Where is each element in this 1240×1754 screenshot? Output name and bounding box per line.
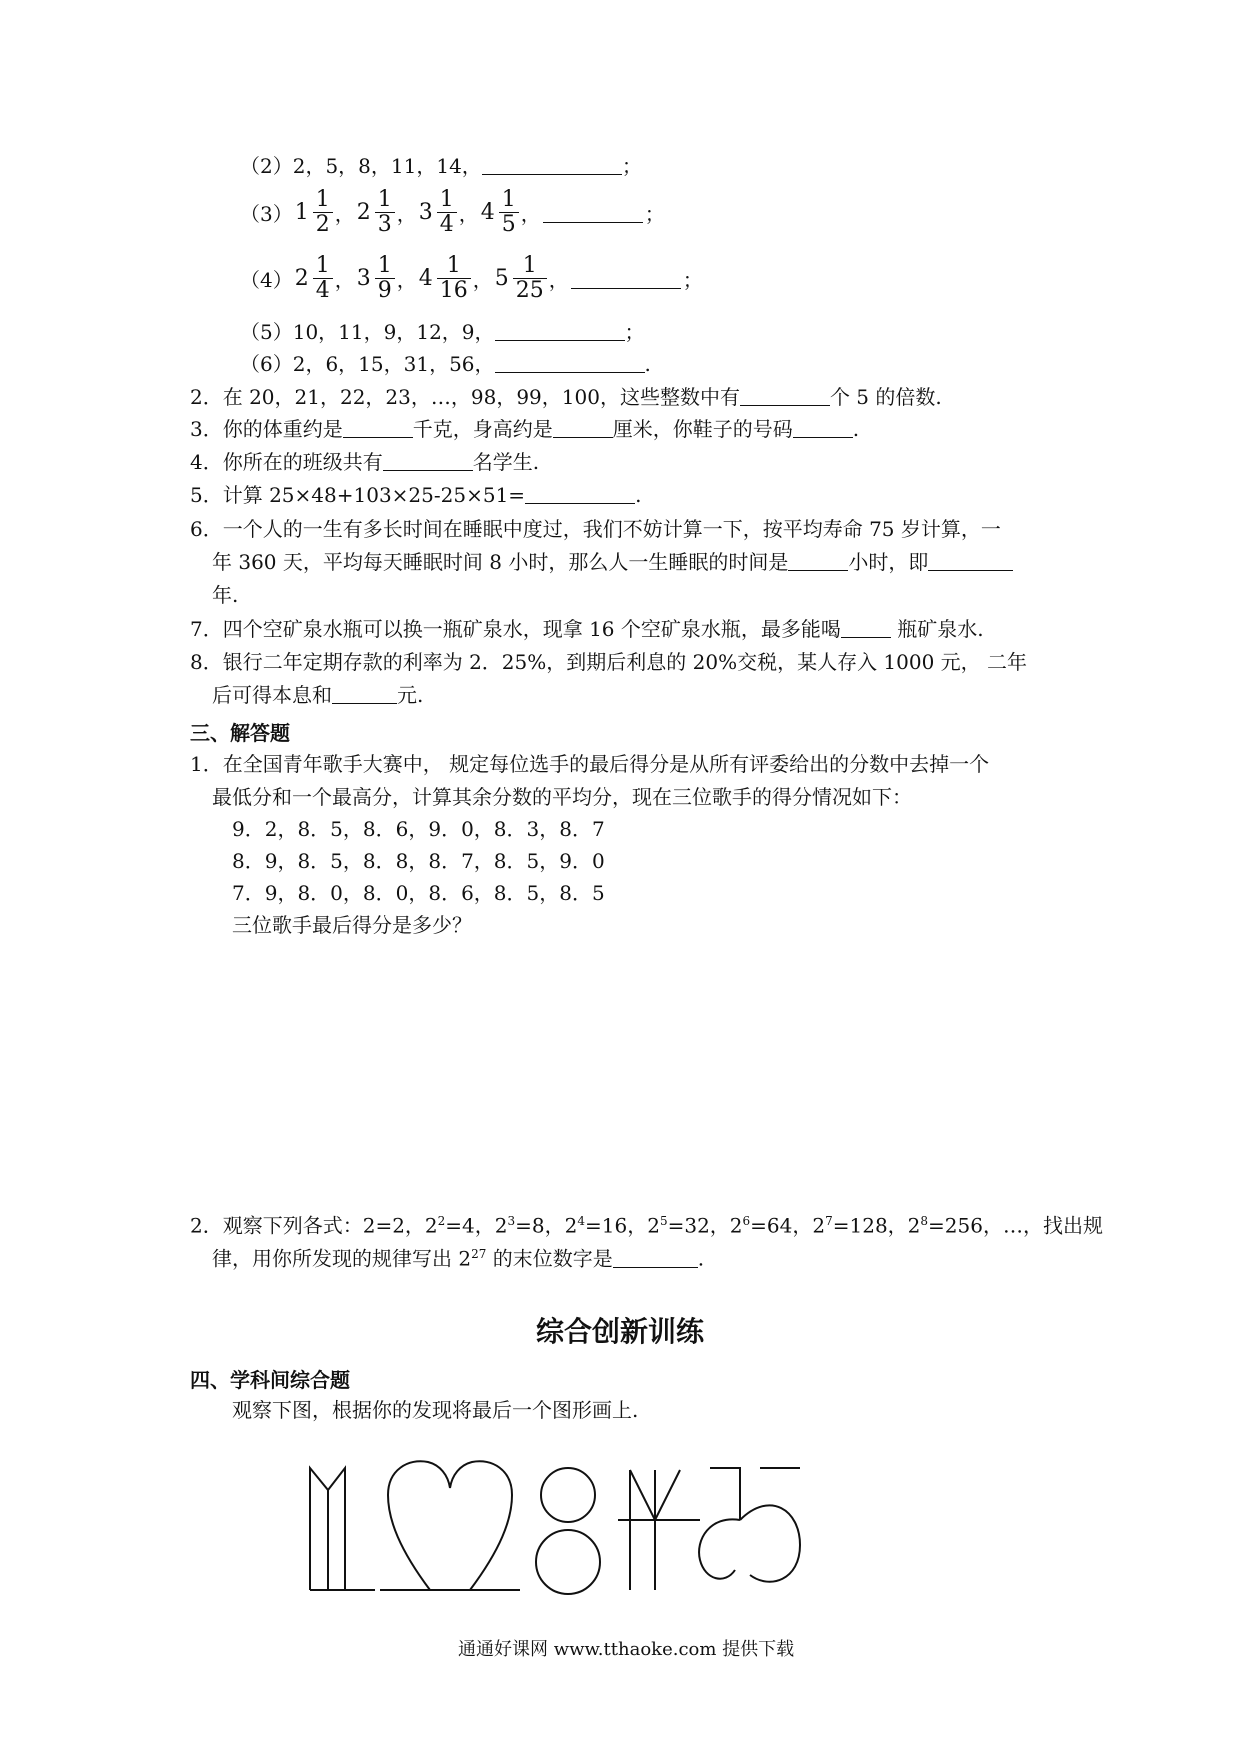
fraction: $\frac{1}{3}$ xyxy=(375,188,395,237)
scores-singer-1: 9．2，8．5，8．6，9．0，8．3，8．7 xyxy=(232,817,605,841)
fraction: $\frac{1}{2}$ xyxy=(313,188,333,237)
q1-2: （2）2，5，8，11，14， ； xyxy=(240,154,642,178)
figure-1 xyxy=(310,1468,375,1590)
answer-blank[interactable] xyxy=(793,417,853,438)
scores-singer-3: 7．9，8．0，8．0，8．6，8．5，8．5 xyxy=(232,881,605,905)
answer-blank[interactable] xyxy=(495,320,625,341)
section-4-heading: 四、学科间综合题 xyxy=(190,1368,350,1392)
answer-blank[interactable] xyxy=(383,450,473,471)
q1-4: （4） 2 $\frac{1}{4}$ ， 3 $\frac{1}{9}$ ， 4 $\frac{1}{16}$ ， 5 $\frac{1}{25}$ ， ； xyxy=(240,253,703,303)
answer-blank[interactable] xyxy=(553,417,613,438)
answer-blank[interactable] xyxy=(525,483,635,504)
answer-blank[interactable] xyxy=(928,550,1013,571)
pattern-figures xyxy=(300,1450,860,1600)
fraction: $\frac{1}{5}$ xyxy=(499,188,519,237)
answer-blank[interactable] xyxy=(571,268,681,289)
figure-3 xyxy=(536,1468,600,1594)
q1-3: （3） 1 $\frac{1}{2}$ ， 2 $\frac{1}{3}$ ， 3 $\frac{1}{4}$ ， 4 $\frac{1}{5}$ ， ； xyxy=(240,187,665,237)
s3-question-2-line1: 2．观察下列各式：2=2，$2^2=4$，$2^3=8$，$2^4=16$，$2^5=32$，$2^6=64$，$2^7=128$，$2^8=256$，…，找出规 xyxy=(190,1213,1103,1238)
figure-5 xyxy=(699,1468,800,1582)
s3-question-2-line2: 律，用你所发现的规律写出 $2^{27}$ 的末位数字是 . xyxy=(212,1246,705,1271)
answer-blank[interactable] xyxy=(343,417,413,438)
question-6-line3: 年. xyxy=(212,583,239,607)
answer-blank[interactable] xyxy=(841,617,891,638)
question-7: 7．四个空矿泉水瓶可以换一瓶矿泉水，现拿 16 个空矿泉水瓶，最多能喝 瓶矿泉水. xyxy=(190,617,984,641)
fraction: $\frac{1}{16}$ xyxy=(437,254,471,303)
s3-question-1-line2: 最低分和一个最高分，计算其余分数的平均分，现在三位歌手的得分情况如下： xyxy=(212,785,912,809)
q1-6: （6）2，6，15，31，56， . xyxy=(240,352,651,376)
question-8-line2: 后可得本息和 元. xyxy=(212,683,424,707)
s3-question-1-ask: 三位歌手最后得分是多少？ xyxy=(232,913,472,937)
answer-blank[interactable] xyxy=(543,202,643,223)
s3-question-1-line1: 1．在全国青年歌手大赛中， 规定每位选手的最后得分是从所有评委给出的分数中去掉一个 xyxy=(190,752,990,776)
section-4-instruction: 观察下图，根据你的发现将最后一个图形画上. xyxy=(232,1398,639,1422)
answer-blank[interactable] xyxy=(788,550,848,571)
fraction: $\frac{1}{4}$ xyxy=(437,188,457,237)
section-3-heading: 三、解答题 xyxy=(190,721,290,745)
fraction: $\frac{1}{25}$ xyxy=(513,254,547,303)
answer-blank[interactable] xyxy=(613,1247,698,1268)
question-8-line1: 8．银行二年定期存款的利率为 2．25%，到期后利息的 20%交税，某人存入 1000 元， 二年 xyxy=(190,650,1028,674)
answer-blank[interactable] xyxy=(332,683,397,704)
question-4: 4．你所在的班级共有 名学生. xyxy=(190,450,540,474)
question-3: 3．你的体重约是 千克，身高约是 厘米，你鞋子的号码 . xyxy=(190,417,860,441)
question-5: 5．计算 25×48+103×25-25×51= . xyxy=(190,483,642,507)
fraction: $\frac{1}{4}$ xyxy=(313,254,333,303)
answer-blank[interactable] xyxy=(740,385,830,406)
question-6-line1: 6．一个人的一生有多长时间在睡眠中度过，我们不妨计算一下，按平均寿命 75 岁计算，一 xyxy=(190,517,1001,541)
q1-5: （5）10，11，9，12，9， ； xyxy=(240,320,645,344)
question-2: 2．在 20，21，22，23，…，98，99，100，这些整数中有 个 5 的倍数. xyxy=(190,385,942,409)
question-6-line2: 年 360 天，平均每天睡眠时间 8 小时，那么人一生睡眠的时间是 小时，即 xyxy=(212,548,1013,576)
figure-4 xyxy=(618,1470,700,1590)
answer-blank[interactable] xyxy=(495,352,645,373)
scores-singer-2: 8．9，8．5，8．8，8．7，8．5，9．0 xyxy=(232,849,605,873)
section-title: 综合创新训练 xyxy=(536,1315,705,1348)
fraction: $\frac{1}{9}$ xyxy=(375,254,395,303)
figure-2 xyxy=(380,1461,520,1590)
footer: 通通好课网 www.tthaoke.com 提供下载 xyxy=(458,1639,795,1660)
answer-blank[interactable] xyxy=(482,154,622,175)
